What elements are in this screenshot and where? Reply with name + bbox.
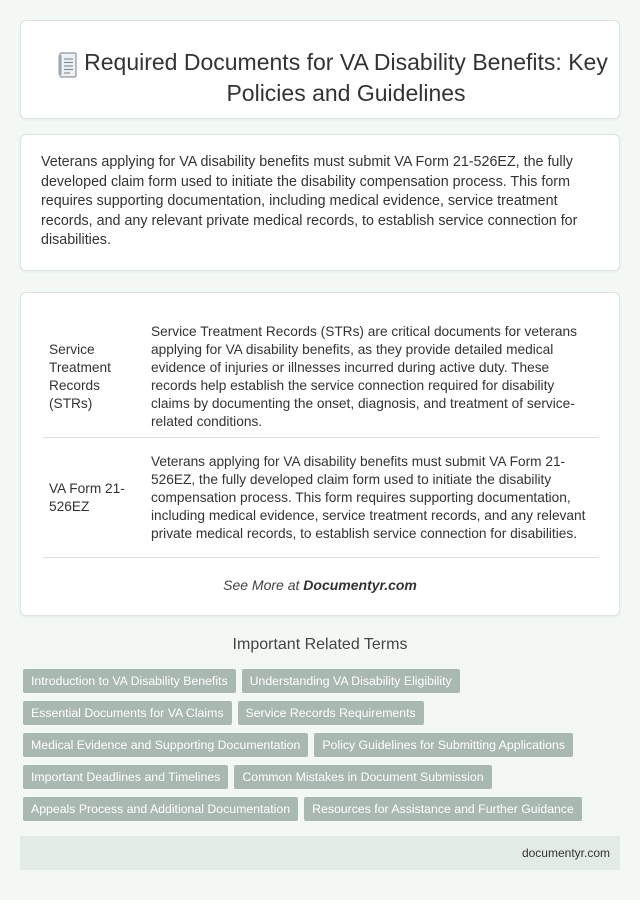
tag-row xyxy=(23,669,623,701)
tag-row xyxy=(23,701,623,733)
term-cell: Service Treatment Records (STRs) xyxy=(49,342,111,411)
documents-table xyxy=(43,317,599,558)
see-more-link[interactable] xyxy=(21,577,619,593)
description-cell: Veterans applying for VA disability benefits must submit VA Form 21-526EZ, the fully developed claim form used to initiate the disability compensation process. This form requires supporting documentation, including medical evidence, service treatment records, and any relevant private medical records, to establish service connection for disabilities. xyxy=(151,453,586,541)
related-term-tag[interactable]: Appeals Process and Additional Documentation xyxy=(23,797,298,821)
related-term-tag[interactable]: Essential Documents for VA Claims xyxy=(23,701,232,725)
related-term-tag[interactable]: Important Deadlines and Timelines xyxy=(23,765,228,789)
footer-bar xyxy=(20,836,620,870)
tag-row xyxy=(23,765,623,797)
see-more-prefix: See More at xyxy=(223,577,304,593)
tag-row xyxy=(23,733,623,765)
see-more-site[interactable]: Documentyr.com xyxy=(303,577,417,593)
related-term-tag[interactable]: Common Mistakes in Document Submission xyxy=(234,765,491,789)
intro-text: Veterans applying for VA disability benefits must submit VA Form 21-526EZ, the fully developed claim form used to initiate the disability compensation process. This form requires supporting documentation, including medical evidence, service treatment records, and any relevant private medical records, to establish service connection for disabilities. xyxy=(41,154,578,248)
description-cell: Service Treatment Records (STRs) are critical documents for veterans applying for VA disability benefits, as they provide detailed medical evidence of injuries or illnesses incurred during active duty. These records help establish the service connection required for disability claims by documenting the onset, diagnosis, and treatment of service-related conditions. xyxy=(151,324,577,429)
tag-row xyxy=(23,797,623,829)
table-row xyxy=(43,317,599,438)
document-icon xyxy=(57,52,79,79)
related-terms-heading: Important Related Terms xyxy=(232,636,408,653)
documents-card xyxy=(20,292,620,616)
header-card xyxy=(20,20,620,119)
page-title: Required Documents for VA Disability Benefits: Key Policies and Guidelines xyxy=(84,49,608,106)
related-term-tag[interactable]: Understanding VA Disability Eligibility xyxy=(242,669,460,693)
related-term-tag[interactable]: Service Records Requirements xyxy=(238,701,424,725)
related-term-tag[interactable]: Resources for Assistance and Further Guidance xyxy=(304,797,582,821)
related-term-tag[interactable]: Introduction to VA Disability Benefits xyxy=(23,669,236,693)
table-row xyxy=(43,438,599,558)
intro-card xyxy=(20,134,620,271)
related-term-tag[interactable]: Medical Evidence and Supporting Documentation xyxy=(23,733,308,757)
term-cell: VA Form 21-526EZ xyxy=(49,480,125,514)
related-terms-list xyxy=(23,669,623,829)
footer-site[interactable]: documentyr.com xyxy=(521,846,610,860)
related-term-tag[interactable]: Policy Guidelines for Submitting Applications xyxy=(314,733,573,757)
